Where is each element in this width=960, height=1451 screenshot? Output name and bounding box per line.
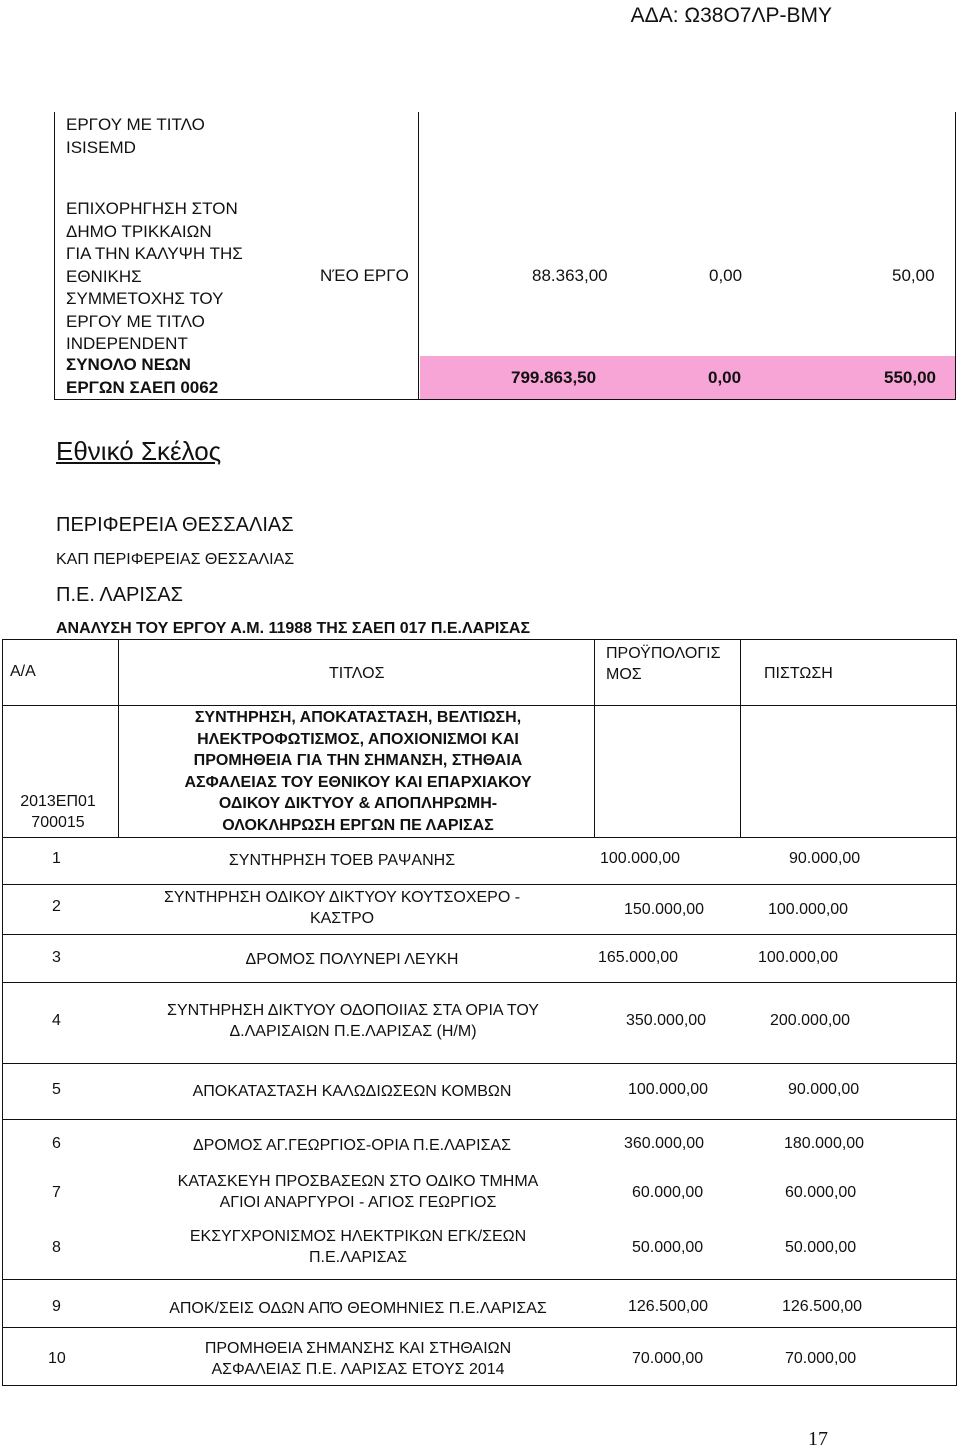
total-row-highlight <box>420 356 956 400</box>
item-title: ΔΡΟΜΟΣ ΠΟΛΥΝΕΡΙ ΛΕΥΚΗ <box>245 951 459 968</box>
item-number: 6 <box>52 1135 61 1152</box>
ada-code: ΑΔΑ: Ω38Ο7ΛΡ-ΒΜΥ <box>630 4 832 27</box>
item-title: ΑΠΟΚΑΤΑΣΤΑΣΗ ΚΑΛΩΔΙΩΣΕΩΝ ΚΟΜΒΩΝ <box>192 1083 512 1100</box>
item-number: 3 <box>52 949 61 966</box>
total-credit1: 0,00 <box>708 368 742 387</box>
project-code: 2013ΕΠ01 700015 <box>20 793 96 831</box>
item-credit: 126.500,00 <box>782 1298 863 1315</box>
item-title: ΑΠΟΚ/ΣΕΙΣ ΟΔΩΝ ΑΠΌ ΘΕΟΜΗΝΙΕΣ Π.Ε.ΛΑΡΙΣΑΣ <box>169 1300 547 1317</box>
item-budget: 360.000,00 <box>624 1135 705 1152</box>
item-budget: 150.000,00 <box>624 901 705 918</box>
item-credit: 90.000,00 <box>788 1081 860 1098</box>
item-title: ΕΚΣΥΓΧΡΟΝΙΣΜΟΣ ΗΛΕΚΤΡΙΚΩΝ ΕΓΚ/ΣΕΩΝ Π.Ε.ΛΑΡΙΣΑΣ <box>189 1228 527 1266</box>
item-budget: 100.000,00 <box>628 1081 709 1098</box>
total-credit2: 550,00 <box>884 368 936 387</box>
item-credit: 180.000,00 <box>784 1135 865 1152</box>
header-title: ΤΙΤΛΟΣ <box>329 665 385 682</box>
section-title: Εθνικό Σκέλος <box>56 436 222 466</box>
kap-heading: ΚΑΠ ΠΕΡΙΦΕΡΕΙΑΣ ΘΕΣΣΑΛΙΑΣ <box>56 551 295 568</box>
item-title: ΚΑΤΑΣΚΕΥΗ ΠΡΟΣΒΑΣΕΩΝ ΣΤΟ ΟΔΙΚΟ ΤΜΗΜΑ ΑΓΙΟΙ ΑΝΑΡΓΥΡΟΙ - ΑΓΙΟΣ ΓΕΩΡΓΙΟΣ <box>177 1173 539 1211</box>
item-number: 4 <box>52 1012 61 1029</box>
item-number: 5 <box>52 1081 61 1098</box>
item-number: 2 <box>52 898 61 915</box>
project-analysis-table <box>2 639 957 1386</box>
item-number: 7 <box>52 1184 61 1201</box>
header-credit: ΠΙΣΤΩΣΗ <box>764 665 833 682</box>
top-row-2-budget: 88.363,00 <box>532 266 608 285</box>
item-budget: 70.000,00 <box>632 1350 704 1367</box>
item-number: 8 <box>52 1239 61 1256</box>
item-credit: 100.000,00 <box>758 949 839 966</box>
item-budget: 50.000,00 <box>632 1239 704 1256</box>
item-credit: 100.000,00 <box>768 901 849 918</box>
header-aa: Α/Α <box>10 663 36 680</box>
item-number: 9 <box>52 1298 61 1315</box>
page-number: 17 <box>808 1428 828 1450</box>
item-title: ΠΡΟΜΗΘΕΙΑ ΣΗΜΑΝΣΗΣ ΚΑΙ ΣΤΗΘΑΙΩΝ ΑΣΦΑΛΕΙΑΣ Π.Ε. ΛΑΡΙΣΑΣ ΕΤΟΥΣ 2014 <box>204 1340 512 1378</box>
item-credit: 200.000,00 <box>770 1012 851 1029</box>
top-row-2-credit1: 0,00 <box>709 266 743 285</box>
item-budget: 60.000,00 <box>632 1184 704 1201</box>
item-credit: 70.000,00 <box>785 1350 857 1367</box>
item-budget: 350.000,00 <box>626 1012 707 1029</box>
top-row-2-title: ΕΠΙΧΟΡΗΓΗΣΗ ΣΤΟΝ ΔΗΜΟ ΤΡΙΚΚΑΙΩΝ ΓΙΑ ΤΗΝ ΚΑΛΥΨΗ ΤΗΣ ΕΘΝΙΚΗΣ ΣΥΜΜΕΤΟΧΗΣ ΤΟΥ ΕΡΓΟΥ ΜΕ ΤΙΤΛΟ INDEPENDENT <box>66 199 243 353</box>
item-credit: 90.000,00 <box>789 850 861 867</box>
item-number: 1 <box>52 850 61 867</box>
item-title: ΣΥΝΤΗΡΗΣΗ ΤΟΕΒ ΡΑΨΑΝΗΣ <box>228 852 456 869</box>
item-title: ΣΥΝΤΗΡΗΣΗ ΔΙΚΤΥΟΥ ΟΔΟΠΟΙΙΑΣ ΣΤΑ ΟΡΙΑ ΤΟΥ Δ.ΛΑΡΙΣΑΙΩΝ Π.Ε.ΛΑΡΙΣΑΣ (Η/Μ) <box>167 1002 539 1040</box>
top-row-2-status: ΝΈΟ ΕΡΓΟ <box>320 266 409 285</box>
header-budget: ΠΡΟΫΠΟΛΟΓΙΣ ΜΟΣ <box>606 645 721 683</box>
top-row-2-credit2: 50,00 <box>892 266 935 285</box>
top-row-1-title: ΕΡΓΟΥ ΜΕ ΤΙΤΛΟ ISISEMD <box>66 115 205 157</box>
new-projects-table <box>54 112 956 400</box>
pe-heading: Π.Ε. ΛΑΡΙΣΑΣ <box>56 584 184 606</box>
region-heading: ΠΕΡΙΦΕΡΕΙΑ ΘΕΣΣΑΛΙΑΣ <box>56 514 294 536</box>
item-credit: 50.000,00 <box>785 1239 857 1256</box>
item-number: 10 <box>48 1350 66 1367</box>
total-budget: 799.863,50 <box>511 368 597 387</box>
analysis-heading: ΑΝΑΛΥΣΗ ΤΟΥ ΕΡΓΟΥ Α.Μ. 11988 ΤΗΣ ΣΑΕΠ 017 Π.Ε.ΛΑΡΙΣΑΣ <box>56 620 531 637</box>
total-label: ΣΥΝΟΛΟ ΝΕΩΝ ΕΡΓΩΝ ΣΑΕΠ 0062 <box>66 355 219 397</box>
item-budget: 100.000,00 <box>600 850 681 867</box>
item-title: ΣΥΝΤΗΡΗΣΗ ΟΔΙΚΟΥ ΔΙΚΤΥΟΥ ΚΟΥΤΣΟΧΕΡΟ - ΚΑΣΤΡΟ <box>163 889 521 927</box>
project-title: ΣΥΝΤΗΡΗΣΗ, ΑΠΟΚΑΤΑΣΤΑΣΗ, ΒΕΛΤΙΩΣΗ, ΗΛΕΚΤΡΟΦΩΤΙΣΜΟΣ, ΑΠΟΧΙΟΝΙΣΜΟΙ ΚΑΙ ΠΡΟΜΗΘΕΙΑ ΓΙΑ ΤΗΝ ΣΗΜΑΝΣΗ, ΣΤΗΘΑΙΑ ΑΣΦΑΛΕΙΑΣ ΤΟΥ ΕΘΝΙΚΟΥ ΚΑΙ ΕΠΑΡΧΙΑΚΟΥ ΟΔΙΚΟΥ ΔΙΚΤΥΟΥ & ΑΠΟΠΛΗΡΩΜΗ- ΟΛΟΚΛΗΡΩΣΗ ΕΡΓΩΝ ΠΕ ΛΑΡΙΣΑΣ <box>184 709 532 834</box>
item-title: ΔΡΟΜΟΣ ΑΓ.ΓΕΩΡΓΙΟΣ-ΟΡΙΑ Π.Ε.ΛΑΡΙΣΑΣ <box>192 1137 512 1154</box>
item-budget: 165.000,00 <box>598 949 679 966</box>
item-credit: 60.000,00 <box>785 1184 857 1201</box>
item-budget: 126.500,00 <box>628 1298 709 1315</box>
